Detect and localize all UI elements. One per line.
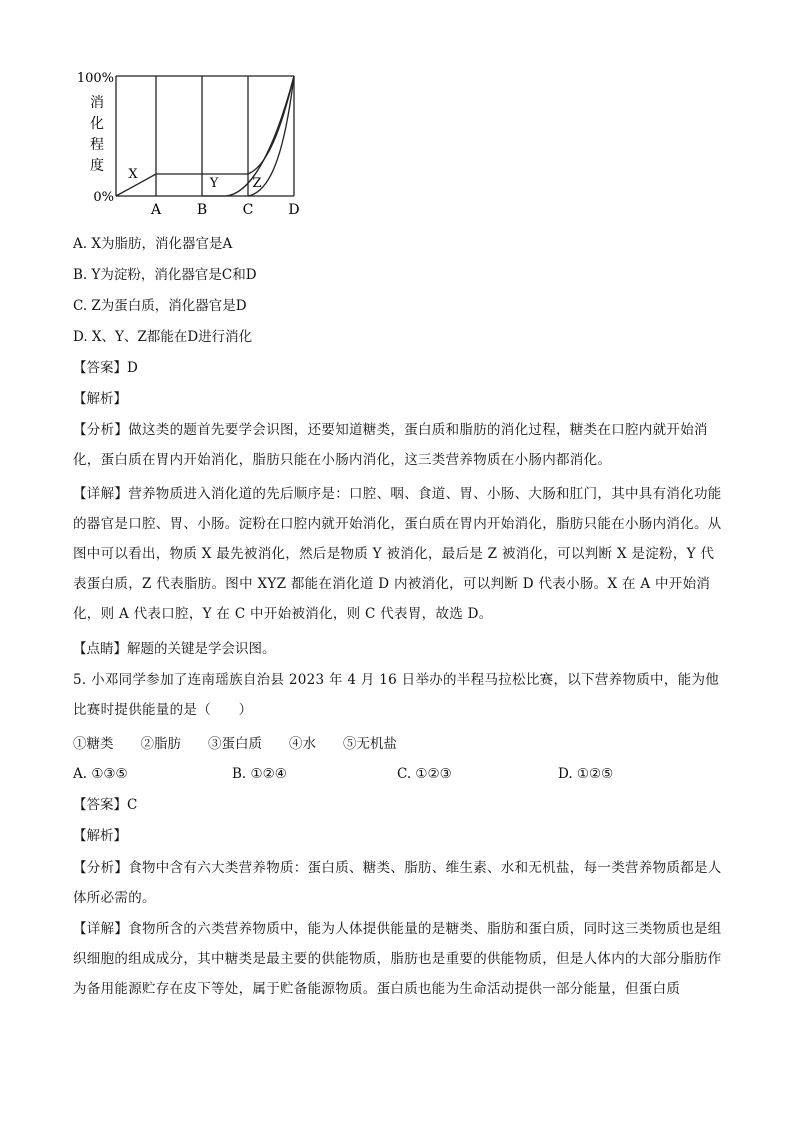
y-label-2: 化 bbox=[90, 116, 104, 132]
dianjing-tag: 【点睛】 bbox=[73, 641, 127, 657]
curve-label-z: Z bbox=[252, 176, 262, 191]
q5-xiangjie bbox=[73, 914, 723, 1004]
digestion-chart bbox=[70, 66, 320, 226]
q5-xiangjie-tag: 【详解】 bbox=[73, 921, 129, 937]
answer-tag: 【答案】 bbox=[73, 360, 127, 376]
q4-answer bbox=[73, 359, 138, 377]
q4-fenxi bbox=[73, 415, 723, 475]
x-label-a: A bbox=[150, 202, 162, 218]
q4-analysis-tag: 【解析】 bbox=[73, 391, 127, 407]
x-label-c: C bbox=[242, 202, 254, 218]
q4-option-b: B. Y为淀粉，消化器官是C和D bbox=[73, 267, 257, 283]
q4-option-d: D. X、Y、Z都能在D进行消化 bbox=[73, 329, 253, 345]
x-label-d: D bbox=[288, 202, 300, 218]
y-label-4: 度 bbox=[90, 158, 104, 174]
q5-fenxi-text: 食物中含有六大类营养物质：蛋白质、糖类、脂肪、维生素、水和无机盐，每一类营养物质都是人体所必需的。 bbox=[73, 860, 722, 906]
digestion-figure bbox=[70, 66, 320, 226]
x-label-b: B bbox=[196, 202, 208, 218]
q5-option-d: D. ①②⑤ bbox=[558, 766, 614, 782]
answer-value: D bbox=[127, 360, 138, 376]
curve-x bbox=[116, 76, 294, 196]
fenxi-text: 做这类的题首先要学会识图，还要知道糖类，蛋白质和脂肪的消化过程，糖类在口腔内就开始消化，蛋白质在胃内开始消化，脂肪只能在小肠内消化，这三类营养物质在小肠内都消化。 bbox=[73, 422, 708, 468]
q4-dianjing bbox=[73, 640, 276, 658]
q5-fenxi-tag: 【分析】 bbox=[73, 860, 129, 876]
y-label-1: 消 bbox=[90, 95, 104, 111]
q4-option-c: C. Z为蛋白质，消化器官是D bbox=[73, 298, 247, 314]
q5-answer bbox=[73, 796, 137, 814]
q4-option-a: A. X为脂肪，消化器官是A bbox=[73, 236, 233, 252]
q5-fenxi bbox=[73, 853, 723, 913]
y-max-label: 100% bbox=[76, 71, 114, 86]
xiangjie-tag: 【详解】 bbox=[73, 486, 129, 502]
fenxi-tag: 【分析】 bbox=[73, 422, 129, 438]
xiangjie-text: 营养物质进入消化道的先后顺序是：口腔、咽、食道、胃、小肠、大肠和肛门，其中具有消化功能的器官是口腔、胃、小肠。淀粉在口腔内就开始消化，蛋白质在胃内开始消化，脂肪只能在小肠内消化。从图中可以看出，物质 X 最先被消化，然后是物质 Y 被消化，最后是 Z 被消化，可以判断 X 是淀粉，Y 代表蛋白质，Z 代表脂肪。图中 XYZ 都能在消化道 D 内被消化，可以判断 D 代表小肠。X 在 A 中开始消化，则 A 代表口腔，Y 在 C 中开始被消化，则 C 代表胃，故选 D。 bbox=[73, 486, 722, 622]
q5-stem: 5. 小邓同学参加了连南瑶族自治县 2023 年 4 月 16 日举办的半程马拉松比赛，以下营养物质中，能为他比赛时提供能量的是（ ） bbox=[73, 672, 720, 718]
q5-analysis-tag: 【解析】 bbox=[73, 828, 127, 844]
q5-items: ①糖类 ②脂肪 ③蛋白质 ④水 ⑤无机盐 bbox=[73, 736, 397, 752]
q5-answer-value: C bbox=[127, 797, 138, 813]
q5-option-b: B. ①②④ bbox=[232, 766, 287, 782]
curve-label-y: Y bbox=[209, 176, 219, 191]
y-label-3: 程 bbox=[90, 137, 104, 153]
q4-xiangjie bbox=[73, 479, 723, 629]
q5-answer-tag: 【答案】 bbox=[73, 797, 127, 813]
q5-xiangjie-text: 食物所含的六类营养物质中，能为人体提供能量的是糖类、脂肪和蛋白质，同时这三类物质也是组织细胞的组成成分，其中糖类是最主要的供能物质，脂肪也是重要的供能物质，但是人体内的大部分脂肪作为备用能源贮存在皮下等处，属于贮备能源物质。蛋白质也能为生命活动提供一部分能量，但蛋白质 bbox=[73, 921, 722, 997]
curve-label-x: X bbox=[128, 167, 138, 182]
dianjing-text: 解题的关键是学会识图。 bbox=[127, 641, 276, 657]
y-min-label: 0% bbox=[93, 190, 114, 205]
q5-option-a: A. ①③⑤ bbox=[73, 766, 128, 782]
q5-option-c: C. ①②③ bbox=[397, 766, 452, 782]
